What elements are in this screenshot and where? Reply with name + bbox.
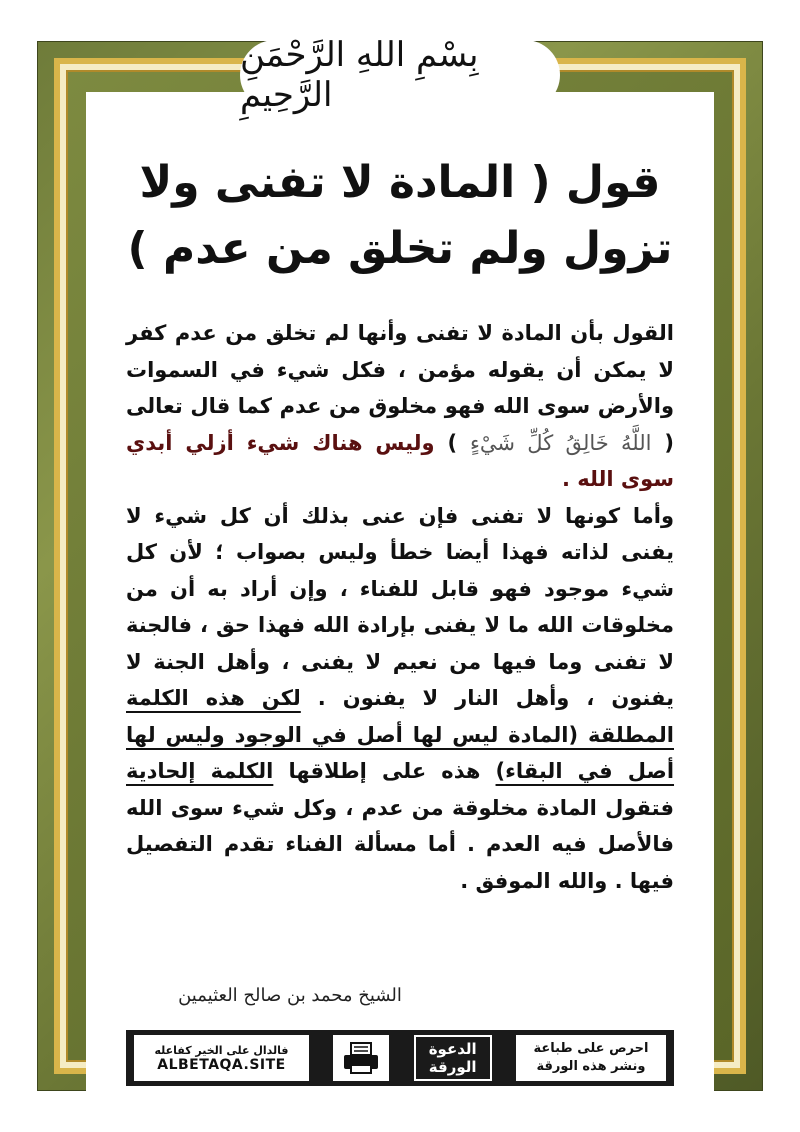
p1-text: القول بأن المادة لا تفنى وأنها لم تخلق من عدم كفر لا يمكن أن يقوله مؤمن ، فكل شيء في السموات والأرض سوى الله فهو مخلوق من عدم كما قال تعالى (	[126, 321, 674, 455]
logo-line-1: الدعوة	[428, 1040, 477, 1058]
underlined-phrase-1: لكن هذه الكلمة المطلقة (المادة ليس لها أصل في الوجود وليس لها أصل في البقاء)	[126, 686, 675, 783]
print-reminder	[516, 1035, 666, 1081]
site-box[interactable]	[134, 1035, 309, 1081]
dal-line: فالدال على الخير كفاعله	[154, 1043, 289, 1057]
quran-verse: اللَّهُ خَالِقُ كُلِّ شَيْءٍ	[470, 430, 652, 455]
page-title: قول ( المادة لا تفنى ولا تزول ولم تخلق من عدم )	[127, 157, 673, 274]
paragraph-2	[126, 498, 674, 900]
p2-end: فتقول المادة مخلوقة من عدم ، وكل شيء سوى الله فالأصل فيه العدم . أما مسألة الفناء تقدم التفصيل فيها . والله الموفق .	[126, 795, 674, 893]
p1-close: )	[434, 430, 471, 455]
reminder-line-1: احرص على طباعة	[533, 1041, 649, 1056]
logo-line-2: الورقة	[428, 1058, 477, 1076]
reminder-line-2: ونشر هذه الورقة	[536, 1059, 646, 1074]
printer-icon	[333, 1035, 389, 1081]
author-signature: الشيخ محمد بن صالح العثيمين	[178, 985, 402, 1006]
p2-mid: هذه على إطلاقها	[273, 759, 496, 783]
paragraph-1	[126, 315, 674, 498]
basmala-calligraphy: بِسْمِ اللهِ الرَّحْمَنِ الرَّحِيمِ	[240, 40, 560, 110]
p1-emphasis: وليس هناك شيء أزلي أبدي سوى الله .	[126, 430, 674, 491]
footer-bar	[126, 1030, 674, 1086]
dawah-logo	[414, 1035, 492, 1081]
p2-text: وأما كونها لا تفنى فإن عنى بذلك أن كل شيء لا يفنى لذاته فهذا أيضا خطأ وليس بصواب ؛ لأن كل شيء موجود فهو قابل للفناء ، وإن أراد به أن من مخلوقات الله ما لا يفنى بإرادة الله فهذا حق ، فالجنة لا تفنى وما فيها من نعيم لا يفنى ، وأهل الجنة لا يفنون ، وأهل النار لا يفنون .	[126, 503, 674, 710]
site-link[interactable]: ALBETAQA.SITE	[157, 1056, 286, 1073]
article-body	[126, 315, 674, 899]
underlined-phrase-2: الكلمة إلحادية	[126, 759, 274, 783]
